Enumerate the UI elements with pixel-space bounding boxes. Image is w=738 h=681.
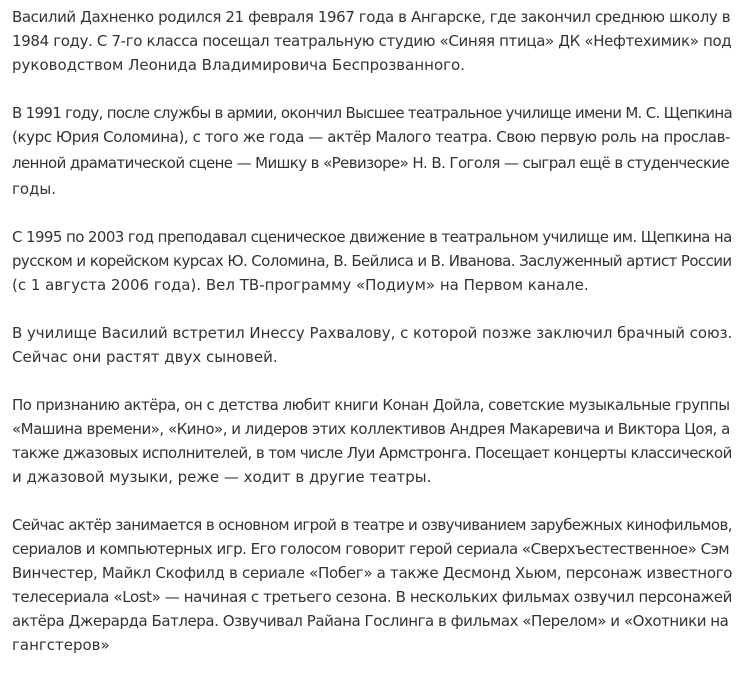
text-line: ленной драматической сцене — Мишку в «Ревизоре» Н. В. Гоголя — сыграл ещё в студенческие xyxy=(12,154,730,172)
text-line: Сейчас они растят двух сыновей. xyxy=(12,348,278,366)
paragraph-dubbing xyxy=(12,513,732,657)
text-line: русском и корейском курсах Ю. Соломина, В. Бейлиса и В. Иванова. Заслуженный артист России xyxy=(12,252,732,270)
text-line: В 1991 году, после службы в армии, окончил Высшее театральное училище имени М. С. Щепкина xyxy=(12,104,732,122)
text-line: телесериала «Lost» — начиная с третьего сезона. В нескольких фильмах озвучил персонажей xyxy=(12,588,732,606)
article-body xyxy=(12,5,732,681)
text-line: С 1995 по 2003 год преподавал сценическое движение в театральном училище им. Щепкина на xyxy=(12,228,732,246)
paragraph-family xyxy=(12,321,732,369)
text-line: (с 1 августа 2006 года). Вел ТВ-программу «Подиум» на Первом канале. xyxy=(12,276,589,294)
text-line: По признанию актёра, он с детства любит книги Конан Дойла, советские музыкальные группы xyxy=(12,396,730,414)
text-line: Винчестер, Майкл Скофилд в сериале «Побег» а также Десмонд Хьюм, персонаж известного xyxy=(12,564,733,582)
paragraph-biography-early xyxy=(12,5,732,77)
text-line: «Машина времени», «Кино», и лидеров этих коллективов Андрея Макаревича и Виктора Цоя, а xyxy=(12,420,730,438)
paragraph-education xyxy=(12,101,732,201)
text-line: В училище Василий встретил Инессу Рахвалову, с которой позже заключил брачный союз. xyxy=(12,324,733,342)
text-line: годы. xyxy=(12,180,57,198)
text-line: гангстеров» xyxy=(12,636,110,654)
text-line: также джазовых исполнителей, в том числе Луи Армстронга. Посещает концерты классической xyxy=(12,444,732,462)
text-line: руководством Леонида Владимировича Беспрозванного. xyxy=(12,56,465,74)
text-line: Василий Дахненко родился 21 февраля 1967 года в Ангарске, где закончил среднюю школу в xyxy=(12,8,731,26)
text-line: сериалов и компьютерных игр. Его голосом говорит герой сериала «Сверхъестественное» Сэм xyxy=(12,540,730,558)
text-line: 1984 году. С 7-го класса посещал театральную студию «Синяя птица» ДК «Нефтехимик» под xyxy=(12,32,732,50)
text-line: (курс Юрия Соломина), с того же года — актёр Малого театра. Свою первую роль на прослав- xyxy=(12,128,731,146)
text-line: актёра Джерарда Батлера. Озвучивал Райана Гослинга в фильмах «Перелом» и «Охотники на xyxy=(12,612,729,630)
paragraph-teaching xyxy=(12,225,732,297)
text-line: и джазовой музыки, реже — ходит в другие театры. xyxy=(12,468,432,486)
text-line: Сейчас актёр занимается в основном игрой в театре и озвучиванием зарубежных кинофильмов, xyxy=(12,516,732,534)
paragraph-interests xyxy=(12,393,732,489)
